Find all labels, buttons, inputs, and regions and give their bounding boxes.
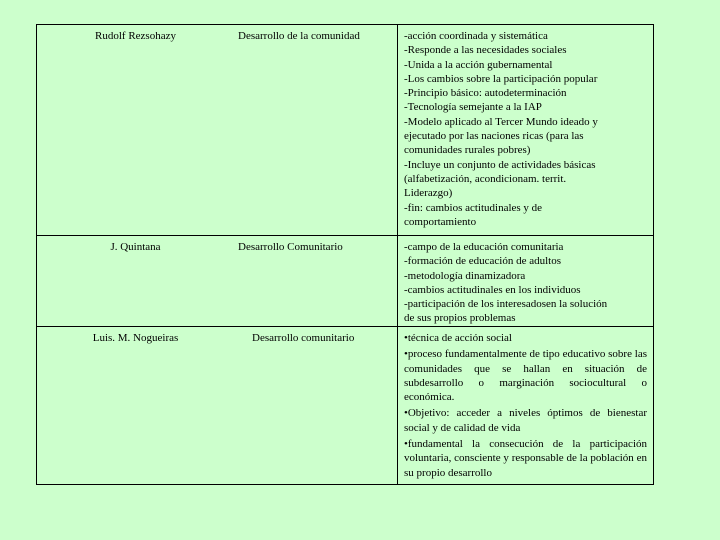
characteristic-line: -fin: cambios actitudinales y de bbox=[404, 201, 543, 214]
characteristics-cell bbox=[397, 25, 653, 235]
characteristic-line: -Responde a las necesidades sociales bbox=[404, 44, 567, 57]
table-row bbox=[37, 326, 653, 484]
author-cell: J. Quintana bbox=[110, 241, 161, 253]
characteristic-line: Liderazgo) bbox=[404, 187, 453, 200]
characteristic-paragraph: •fundamental la consecución de la participación voluntaria, consciente y responsable de la población en su propio desarrollo bbox=[404, 438, 647, 479]
characteristic-line: -participación de los interesadosen la solución bbox=[404, 298, 608, 311]
author-cell: Luis. M. Nogueiras bbox=[92, 332, 179, 344]
concept-cell: Desarrollo Comunitario bbox=[238, 241, 343, 253]
characteristic-paragraph: •proceso fundamentalmente de tipo educativo sobre las comunidades que se hallan en situación de subdesarrollo o marginación sociocultural o económica. bbox=[404, 348, 647, 404]
characteristic-line: -Tecnología semejante a la IAP bbox=[404, 101, 542, 114]
author-cell: Rudolf Rezsohazy bbox=[95, 30, 176, 42]
table-row bbox=[37, 25, 653, 235]
characteristic-line: comunidades rurales pobres) bbox=[404, 144, 531, 157]
characteristic-line: (alfabetización, acondicionam. territ. bbox=[404, 172, 567, 185]
characteristic-line: -acción coordinada y sistemática bbox=[404, 30, 548, 42]
characteristic-line: -campo de la educación comunitaria bbox=[404, 241, 564, 253]
characteristics-cell bbox=[397, 327, 653, 484]
characteristics-cell bbox=[397, 236, 653, 326]
characteristic-line: de sus propios problemas bbox=[404, 312, 516, 325]
characteristic-line: -formación de educación de adultos bbox=[404, 255, 561, 268]
table-row bbox=[37, 235, 653, 326]
characteristic-line: -metodología dinamizadora bbox=[404, 269, 526, 282]
characteristic-line: comportamiento bbox=[404, 215, 477, 228]
characteristic-line: -cambios actitudinales en los individuos bbox=[404, 283, 581, 296]
concept-cell: Desarrollo de la comunidad bbox=[238, 30, 360, 42]
characteristic-line: -Incluye un conjunto de actividades básicas bbox=[404, 158, 596, 171]
characteristic-line: -Modelo aplicado al Tercer Mundo ideado y bbox=[404, 115, 598, 128]
characteristic-line: -Los cambios sobre la participación popular bbox=[404, 72, 598, 85]
characteristic-line: -Principio básico: autodeterminación bbox=[404, 87, 567, 100]
characteristic-line: -Unida a la acción gubernamental bbox=[404, 58, 553, 71]
characteristic-paragraph: •Objetivo: acceder a niveles óptimos de bienestar social y de calidad de vida bbox=[404, 407, 647, 434]
concept-cell: Desarrollo comunitario bbox=[252, 332, 355, 344]
comparison-table bbox=[36, 24, 654, 485]
characteristic-line: ejecutado por las naciones ricas (para las bbox=[404, 130, 584, 143]
characteristic-paragraph: •técnica de acción social bbox=[404, 332, 512, 344]
